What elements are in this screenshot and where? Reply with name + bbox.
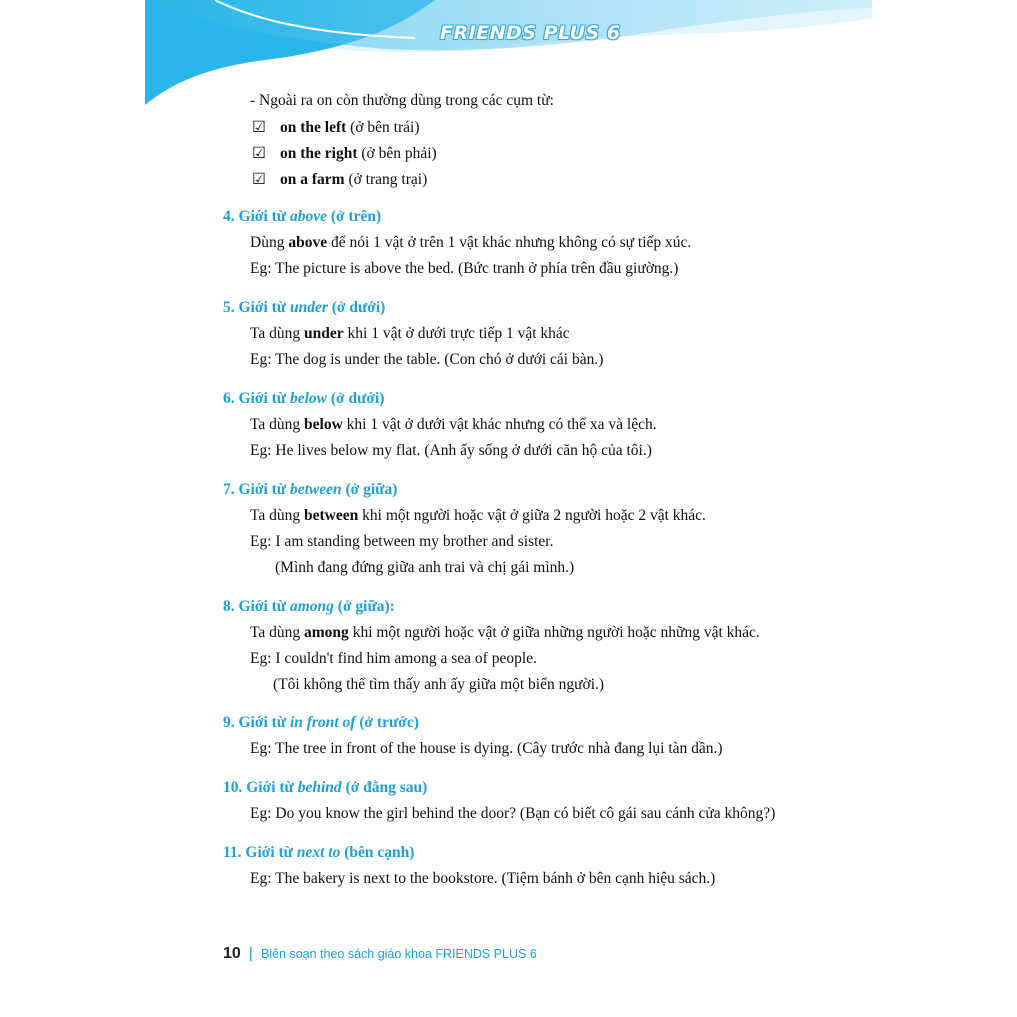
phrase-meaning: (ở bên trái) bbox=[346, 119, 420, 136]
section-example-translation: (Tôi không thể tìm thấy anh ấy giữa một biển người.) bbox=[273, 676, 605, 693]
page-number: 10 bbox=[223, 945, 241, 962]
checkbox-icon: ☑ bbox=[252, 119, 266, 136]
phrase-item bbox=[252, 170, 427, 189]
page-footer bbox=[223, 945, 537, 963]
phrase-item bbox=[252, 144, 437, 163]
section-heading: 7. Giới từ between (ở giữa) bbox=[223, 481, 398, 498]
section-heading: 9. Giới từ in front of (ở trước) bbox=[223, 714, 419, 731]
section-explanation: Ta dùng between khi một người hoặc vật ở giữa 2 người hoặc 2 vật khác. bbox=[250, 507, 706, 524]
phrase-item bbox=[252, 118, 419, 137]
section-explanation: Ta dùng below khi 1 vật ở dưới vật khác nhưng có thể xa và lệch. bbox=[250, 416, 657, 433]
intro-line: - Ngoài ra on còn thường dùng trong các cụm từ: bbox=[250, 92, 554, 109]
section-heading: 10. Giới từ behind (ở đằng sau) bbox=[223, 779, 428, 796]
header-title: FRIENDS PLUS 6 bbox=[440, 22, 621, 44]
phrase-meaning: (ở bên phải) bbox=[357, 145, 437, 162]
section-explanation: Ta dùng among khi một người hoặc vật ở giữa những người hoặc những vật khác. bbox=[250, 624, 760, 641]
checkbox-icon: ☑ bbox=[252, 145, 266, 162]
footer-separator: | bbox=[248, 945, 253, 962]
section-example: Eg: He lives below my flat. (Anh ấy sống ở dưới căn hộ của tôi.) bbox=[250, 442, 652, 459]
section-example: Eg: I am standing between my brother and sister. bbox=[250, 533, 554, 550]
section-example: Eg: The picture is above the bed. (Bức tranh ở phía trên đầu giường.) bbox=[250, 260, 679, 277]
section-example: Eg: The bakery is next to the bookstore. (Tiệm bánh ở bên cạnh hiệu sách.) bbox=[250, 870, 716, 887]
phrase: on the right bbox=[280, 145, 358, 162]
section-explanation: Ta dùng under khi 1 vật ở dưới trực tiếp 1 vật khác bbox=[250, 325, 570, 342]
section-heading: 6. Giới từ below (ở dưới) bbox=[223, 390, 385, 407]
document-page bbox=[145, 0, 872, 1017]
phrase: on the left bbox=[280, 119, 347, 136]
section-heading: 11. Giới từ next to (bên cạnh) bbox=[223, 844, 415, 861]
section-heading: 5. Giới từ under (ở dưới) bbox=[223, 299, 386, 316]
checkbox-icon: ☑ bbox=[252, 171, 266, 188]
section-explanation: Dùng above để nói 1 vật ở trên 1 vật khác nhưng không có sự tiếp xúc. bbox=[250, 234, 692, 251]
section-heading: 8. Giới từ among (ở giữa): bbox=[223, 598, 395, 615]
footer-text: Biên soạn theo sách giáo khoa FRIENDS PLUS 6 bbox=[260, 947, 537, 961]
section-example: Eg: Do you know the girl behind the door? (Bạn có biết cô gái sau cánh cửa không?) bbox=[250, 805, 776, 822]
section-example: Eg: I couldn't find him among a sea of people. bbox=[250, 650, 537, 667]
section-example: Eg: The dog is under the table. (Con chó ở dưới cái bàn.) bbox=[250, 351, 604, 368]
phrase: on a farm bbox=[280, 171, 345, 188]
section-heading: 4. Giới từ above (ở trên) bbox=[223, 208, 382, 225]
section-example-translation: (Mình đang đứng giữa anh trai và chị gái mình.) bbox=[275, 559, 575, 576]
phrase-meaning: (ở trang trại) bbox=[344, 171, 428, 188]
section-example: Eg: The tree in front of the house is dying. (Cây trước nhà đang lụi tàn dần.) bbox=[250, 740, 723, 757]
